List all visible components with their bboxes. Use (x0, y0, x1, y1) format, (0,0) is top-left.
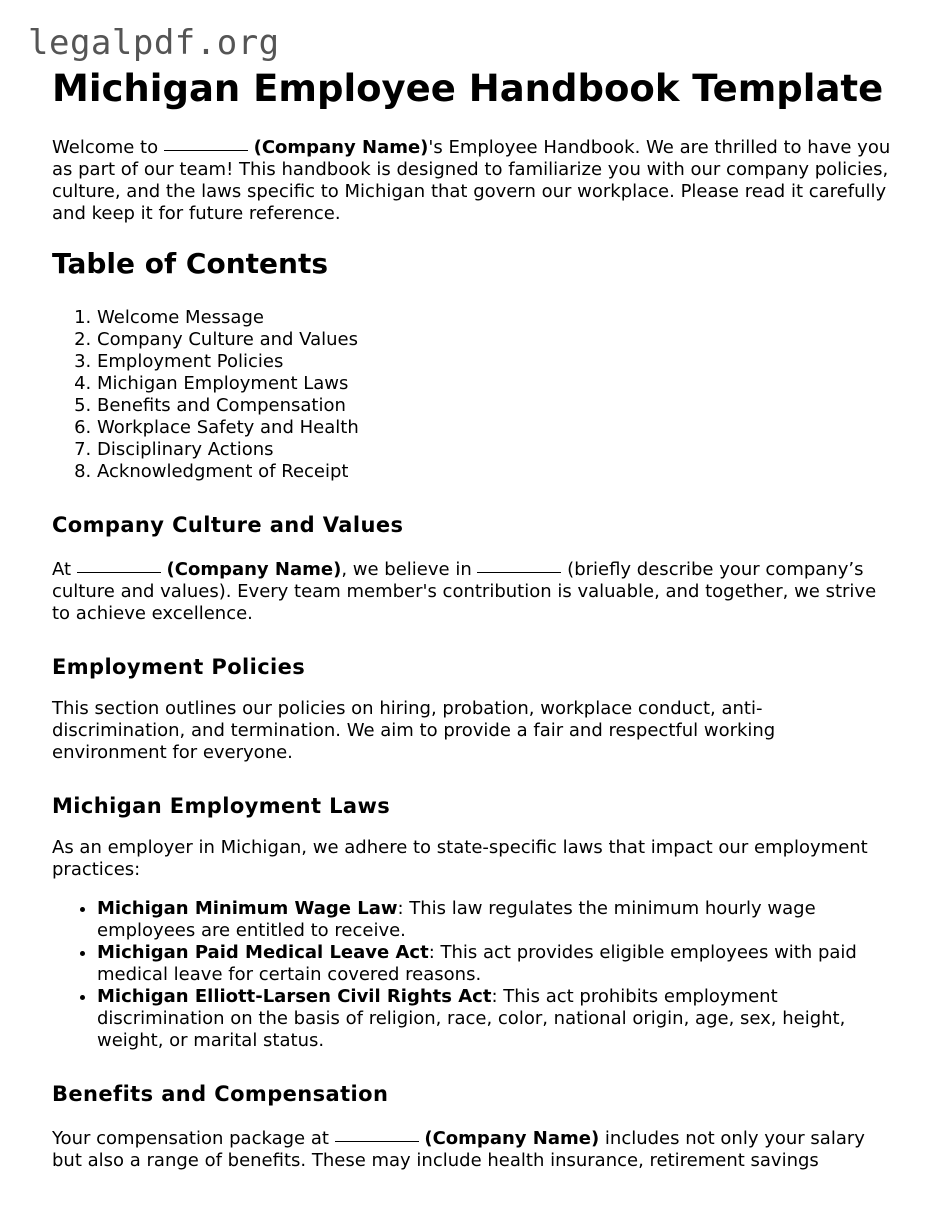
company-name-blank (335, 1123, 419, 1142)
toc-item: 2. Company Culture and Values (97, 329, 892, 351)
laws-heading: Michigan Employment Laws (52, 794, 391, 818)
law-description: : This law regulates the minimum hourly wage employees are entitled to receive. (97, 898, 816, 941)
toc-item: 5. Benefits and Compensation (97, 395, 892, 417)
policies-heading: Employment Policies (52, 655, 306, 679)
benefits-prefix: Your compensation package at (52, 1128, 335, 1149)
toc-heading: Table of Contents (52, 247, 329, 280)
law-description: : This act provides eligible employees with paid medical leave for certain covered reasons. (97, 942, 857, 985)
intro-prefix: Welcome to (52, 137, 164, 158)
laws-paragraph: As an employer in Michigan, we adhere to state-specific laws that impact our employment practices: (52, 837, 868, 880)
culture-rest: (briefly describe your company’s culture and values). Every team member's contribution is valuable, and together, we strive to achieve excellence. (52, 559, 877, 624)
benefits-heading: Benefits and Compensation (52, 1082, 389, 1106)
toc-item: 1. Welcome Message (97, 307, 892, 329)
culture-paragraph (52, 556, 892, 625)
document-page (52, 66, 892, 1172)
culture-middle: , we believe in (341, 559, 478, 580)
policies-paragraph: This section outlines our policies on hiring, probation, workplace conduct, anti-discrimination, and termination. We aim to provide a fair and respectful working environment for everyone. (52, 698, 776, 763)
law-name: Michigan Paid Medical Leave Act (97, 942, 429, 963)
toc-item: 7. Disciplinary Actions (97, 439, 892, 461)
culture-description-blank (477, 554, 561, 573)
document-title: Michigan Employee Handbook Template (52, 67, 884, 110)
culture-heading: Company Culture and Values (52, 513, 404, 537)
culture-company-label: (Company Name) (166, 559, 342, 580)
toc-item: 6. Workplace Safety and Health (97, 417, 892, 439)
intro-company-label: (Company Name) (253, 137, 429, 158)
law-name: Michigan Minimum Wage Law (97, 898, 398, 919)
intro-rest: 's Employee Handbook. We are thrilled to have you as part of our team! This handbook is designed to familiarize you with our company policies, culture, and the laws specific to Michigan that govern our workplace. Please read it carefully and keep it for future reference. (52, 137, 891, 224)
law-description: : This act prohibits employment discrimination on the basis of religion, race, color, national origin, age, sex, height, weight, or marital status. (97, 986, 846, 1051)
toc-item: 8. Acknowledgment of Receipt (97, 461, 892, 483)
toc-item: 4. Michigan Employment Laws (97, 373, 892, 395)
toc-item: 3. Employment Policies (97, 351, 892, 373)
law-item (97, 986, 892, 1052)
law-name: Michigan Elliott-Larsen Civil Rights Act (97, 986, 492, 1007)
toc-list (52, 307, 892, 483)
law-item (97, 898, 892, 942)
law-item (97, 942, 892, 986)
laws-list (52, 898, 892, 1052)
benefits-rest: includes not only your salary but also a range of benefits. These may include health insurance, retirement savings (52, 1128, 865, 1171)
benefits-paragraph (52, 1125, 892, 1172)
watermark: legalpdf.org (28, 23, 280, 63)
company-name-blank (77, 554, 161, 573)
company-name-blank (164, 132, 248, 151)
intro-paragraph (52, 134, 892, 225)
culture-prefix: At (52, 559, 77, 580)
benefits-company-label: (Company Name) (424, 1128, 600, 1149)
